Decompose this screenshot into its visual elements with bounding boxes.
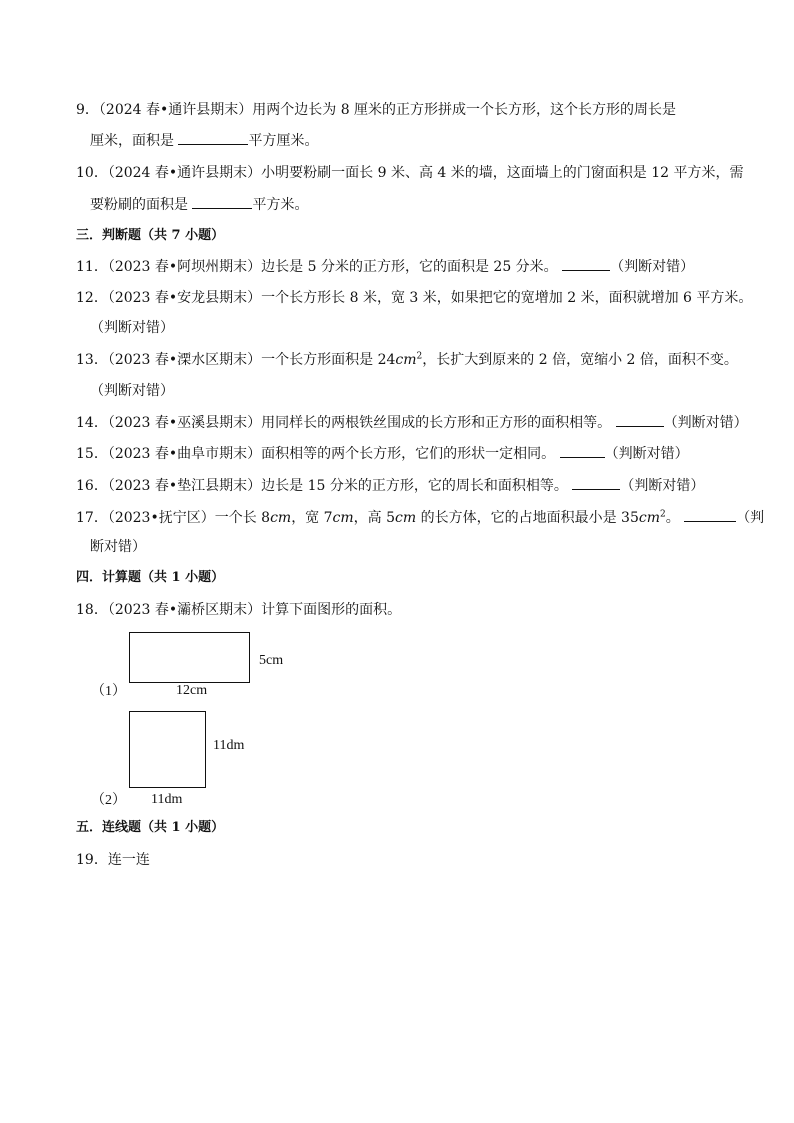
rectangle-figure-1 xyxy=(129,632,250,683)
section-heading-calc: 四．计算题（共 1 小题） xyxy=(76,570,225,585)
question-11: 11．（2023 春•阿坝州期末）边长是 5 分米的正方形，它的面积是 25 分米。 （判断对错） xyxy=(76,256,694,277)
figure-1-width-label: 12cm xyxy=(176,683,208,698)
question-13-line-1: 13．（2023 春•溧水区期末）一个长方形面积是 $24cm^2$，长扩大到原来的 2 倍，宽缩小 2 倍，面积不变。 xyxy=(76,351,738,368)
question-9-line-1: 9．（2024 春•通许县期末）用两个边长为 8 厘米的正方形拼成一个长方形，这个长方形的周长是 xyxy=(76,102,677,118)
figure-2-number: （2） xyxy=(91,793,126,808)
answer-blank[interactable] xyxy=(562,256,610,271)
figure-2-width-label: 11dm xyxy=(151,792,183,807)
answer-blank[interactable] xyxy=(560,443,605,458)
question-17-line-2: 断对错） xyxy=(90,539,146,555)
question-15: 15．（2023 春•曲阜市期末）面积相等的两个长方形，它们的形状一定相同。 （判断对错） xyxy=(76,443,689,464)
figure-1-number: （1） xyxy=(91,684,126,699)
figure-1-height-label: 5cm xyxy=(259,653,284,668)
question-19: 19．连一连 xyxy=(76,852,150,868)
answer-blank[interactable] xyxy=(178,130,248,145)
answer-blank[interactable] xyxy=(684,507,736,522)
question-13-line-2: （判断对错） xyxy=(90,383,174,399)
answer-blank[interactable] xyxy=(616,412,664,427)
answer-blank[interactable] xyxy=(192,194,252,209)
question-12-line-2: （判断对错） xyxy=(90,320,174,336)
question-10-line-2: 要粉刷的面积是 平方米。 xyxy=(90,194,308,215)
question-9-line-2: 厘米，面积是 平方厘米。 xyxy=(90,130,318,151)
question-18: 18．（2023 春•灞桥区期末）计算下面图形的面积。 xyxy=(76,602,402,618)
square-figure-2 xyxy=(129,711,206,788)
answer-blank[interactable] xyxy=(572,475,620,490)
question-16: 16．（2023 春•垫江县期末）边长是 15 分米的正方形，它的周长和面积相等。 （判断对错） xyxy=(76,475,704,496)
question-12-line-1: 12．（2023 春•安龙县期末）一个长方形长 8 米，宽 3 米，如果把它的宽增加 2 米，面积就增加 6 平方米。 xyxy=(76,290,753,306)
figure-2-height-label: 11dm xyxy=(213,738,245,753)
section-heading-match: 五．连线题（共 1 小题） xyxy=(76,820,225,835)
question-10-line-1: 10．（2024 春•通许县期末）小明要粉刷一面长 9 米、高 4 米的墙，这面墙上的门窗面积是 12 平方米，需 xyxy=(76,165,744,181)
question-14: 14．（2023 春•巫溪县期末）用同样长的两根铁丝围成的长方形和正方形的面积相等。 （判断对错） xyxy=(76,412,748,433)
question-17-line-1: 17．（2023•抚宁区）一个长 8cm，宽 7cm，高 5cm 的长方体，它的占地面积最小是 $35cm^2$。 （判 xyxy=(76,507,764,528)
section-heading-judge: 三．判断题（共 7 小题） xyxy=(76,228,225,243)
